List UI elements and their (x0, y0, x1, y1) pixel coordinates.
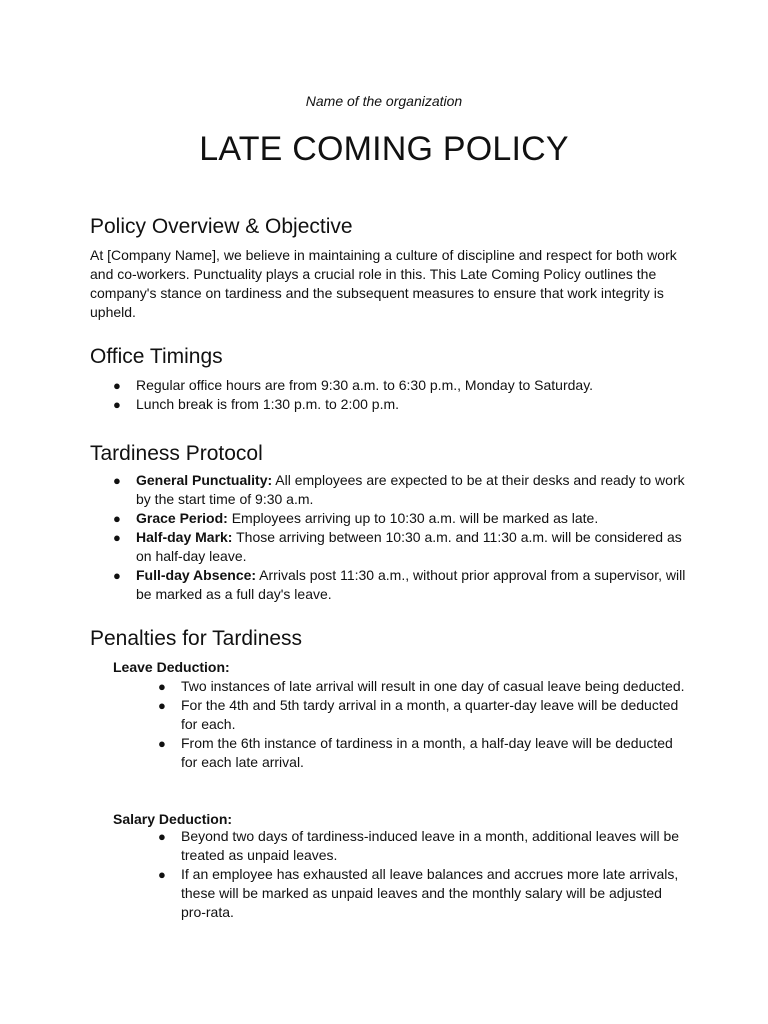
bullet-icon: ● (158, 679, 166, 694)
bullet-icon: ● (113, 511, 121, 526)
list-item: ● Half-day Mark: Those arriving between 10:30 a.m. and 11:30 a.m. will be considered as on half-day leave. (113, 529, 682, 564)
section-heading-overview: Policy Overview & Objective (90, 215, 353, 238)
bullet-icon: ● (158, 698, 166, 713)
bullet-icon: ● (158, 736, 166, 751)
list-item: ● From the 6th instance of tardiness in a month, a half-day leave will be deducted for each late arrival. (158, 735, 673, 770)
bullet-icon: ● (158, 867, 166, 882)
organization-name: Name of the organization (305, 93, 463, 109)
bullet-icon: ● (113, 397, 121, 412)
list-item: ● Full-day Absence: Arrivals post 11:30 a.m., without prior approval from a supervisor, will be marked as a full day's leave. (113, 567, 686, 602)
bullet-icon: ● (113, 530, 121, 545)
list-item: ● Two instances of late arrival will result in one day of casual leave being deducted. (158, 678, 685, 694)
list-item: ● If an employee has exhausted all leave balances and accrues more late arrivals, these will be marked as unpaid leaves and the monthly salary will be adjusted pro-rata. (158, 866, 679, 920)
list-item: ● General Punctuality: All employees are expected to be at their desks and ready to work by the start time of 9:30 a.m. (113, 472, 685, 507)
document-title: LATE COMING POLICY (199, 130, 569, 168)
leave-deduction-label: Leave Deduction: (113, 659, 230, 675)
list-item: ● Grace Period: Employees arriving up to 10:30 a.m. will be marked as late. (113, 510, 599, 526)
section-heading-penalties: Penalties for Tardiness (90, 627, 303, 650)
salary-deduction-label: Salary Deduction: (113, 811, 233, 827)
bullet-icon: ● (113, 378, 121, 393)
office-timings-list (90, 376, 710, 414)
section-heading-tardiness-protocol: Tardiness Protocol (90, 442, 263, 465)
overview-paragraph: At [Company Name], we believe in maintaining a culture of discipline and respect for both work and co-workers. Punctuality plays a crucial role in this. This Late Coming Policy outlines the company's stance on tardiness and the subsequent measures to ensure that work integrity is upheld. (90, 247, 677, 320)
bullet-icon: ● (113, 568, 121, 583)
list-item: ● Lunch break is from 1:30 p.m. to 2:00 p.m. (113, 396, 400, 412)
leave-deduction-list (135, 677, 685, 772)
list-item: ● For the 4th and 5th tardy arrival in a month, a quarter-day leave will be deducted for each. (158, 697, 679, 732)
list-item: ● Regular office hours are from 9:30 a.m. to 6:30 p.m., Monday to Saturday. (113, 377, 594, 393)
salary-deduction-list (135, 827, 685, 922)
tardiness-protocol-list (90, 471, 690, 604)
list-item: ● Beyond two days of tardiness-induced leave in a month, additional leaves will be treated as unpaid leaves. (158, 828, 680, 863)
section-heading-office-timings: Office Timings (90, 345, 223, 368)
bullet-icon: ● (158, 829, 166, 844)
bullet-icon: ● (113, 473, 121, 488)
